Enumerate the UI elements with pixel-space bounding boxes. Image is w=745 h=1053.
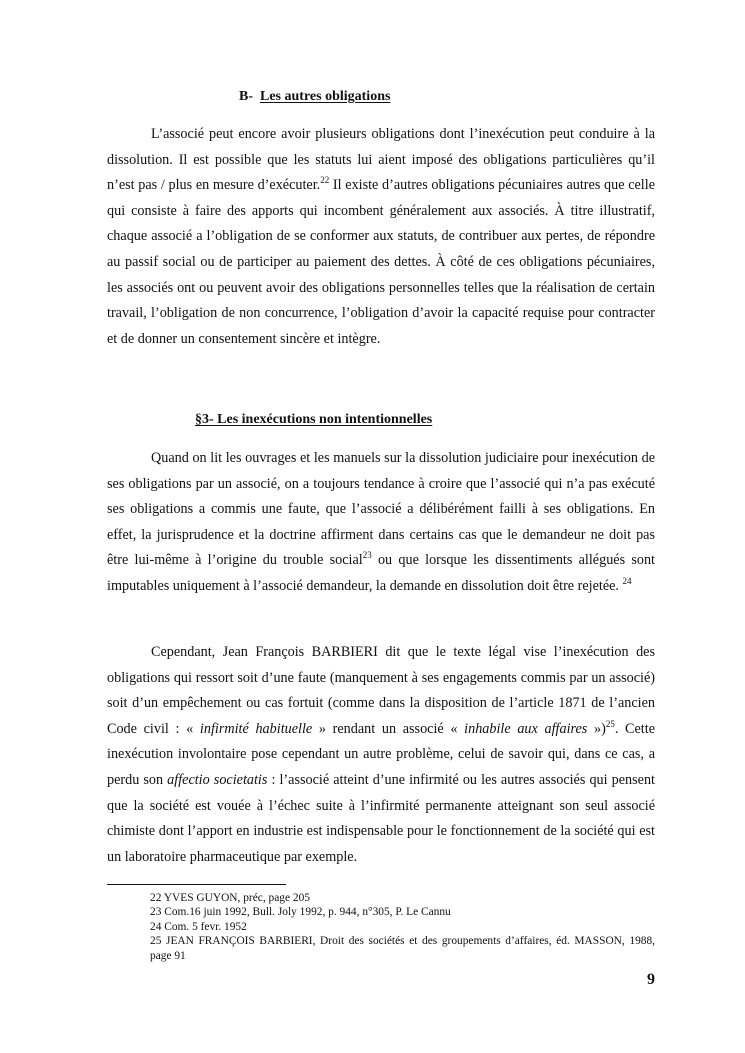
section-b-heading bbox=[239, 89, 390, 105]
quote-infirmite: infirmité habituelle bbox=[199, 720, 313, 737]
footnote-ref-24: 24 bbox=[622, 575, 632, 586]
paragraph-text: Cependant, Jean François BARBIERI dit que le texte légal vise l’inexécution des obligations qui ressort soit d’une faute (manquement à ses engagements commis par un associé) soit d’un empêchement ou cas fortuit (comme dans la disposition de l’article 1871 de l’ancien Code civil : « bbox=[107, 644, 655, 737]
term-affectio-societatis: affectio societatis bbox=[167, 771, 268, 788]
footnote-ref-23: 23 bbox=[362, 550, 372, 561]
page-number: 9 bbox=[647, 971, 655, 988]
section-3-heading bbox=[195, 412, 432, 428]
section-b-title: Les autres obligations bbox=[260, 89, 391, 104]
paragraph-text: Quand on lit les ouvrages et les manuels sur la dissolution judiciaire pour inexécution de ses obligations par un associé, on a toujours tendance à croire que l’associé qui n’a pas exécuté ses obligations a commis une faute, que l’associé a délibérément failli à ses obligations. En effet, la jurisprudence et la doctrine affirment dans certains cas que le demandeur ne doit pas être lui-même à l’origine du trouble social bbox=[107, 450, 655, 569]
footnote-ref-22: 22 bbox=[320, 175, 330, 186]
quote-inhabile: inhabile aux affaires bbox=[464, 720, 588, 737]
footnote-23: 23 Com.16 juin 1992, Bull. Joly 1992, p. 944, n°305, P. Le Cannu bbox=[150, 906, 451, 919]
paragraph-text: Il existe d’autres obligations pécuniaires autres que celle qui consiste à faire des apports qui incombent généralement aux associés. À titre illustratif, chaque associé a l’obligation de se conformer aux statuts, de contribuer aux pertes, de répondre au passif social ou de participer au paiement des dettes. À côté de ces obligations pécuniaires, les associés ont ou peuvent avoir des obligations personnelles telles que la réalisation de certain travail, l’obligation de non concurrence, l’obligation d’avoir la capacité requise pour contracter et de donner un consentement sincère et intègre. bbox=[107, 177, 655, 347]
paragraph-text: » rendant un associé « bbox=[312, 720, 465, 737]
paragraph-text: . Cette inexécution involontaire pose cependant un autre problème, celui de savoir qui, dans ce cas, a perdu son bbox=[107, 720, 655, 788]
paragraph-text: ») bbox=[587, 720, 606, 737]
section-3-title: §3- Les inexécutions non intentionnelles bbox=[195, 412, 433, 427]
footnote-22: 22 YVES GUYON, préc, page 205 bbox=[150, 892, 310, 904]
paragraph-text: : l’associé atteint d’une infirmité ou les autres associés qui pensent que la société est vouée à l’échec suite à l’infirmité permanente atteignant son seul associé chimiste dont l’apport en industrie est indispensable pour le fonctionnement de la société qui est un laboratoire pharmaceutique par exemple. bbox=[107, 771, 655, 865]
footnote-separator bbox=[107, 884, 286, 885]
section-b-number: B- bbox=[239, 89, 253, 104]
footnote-ref-25: 25 bbox=[605, 718, 615, 729]
paragraph-inexecutions-1 bbox=[107, 446, 655, 600]
paragraph-text: ou que lorsque les dissentiments allégués sont imputables uniquement à l’associé demandeur, la demande en dissolution doit être rejetée. bbox=[107, 552, 656, 594]
footnote-24: 24 Com. 5 fevr. 1952 bbox=[150, 920, 247, 933]
paragraph-autres-obligations bbox=[107, 122, 655, 352]
paragraph-text: L’associé peut encore avoir plusieurs obligations dont l’inexécution peut conduire à la dissolution. Il est possible que les statuts lui aient imposé des obligations particulières qu’il n’est pas / plus en mesure d’exécuter. bbox=[107, 126, 655, 194]
footnote-25: 25 JEAN FRANÇOIS BARBIERI, Droit des sociétés et des groupements d’affaires, éd. MASSON, 1988, page 91 bbox=[150, 935, 655, 962]
paragraph-inexecutions-2 bbox=[107, 640, 655, 870]
footnotes bbox=[150, 891, 655, 963]
